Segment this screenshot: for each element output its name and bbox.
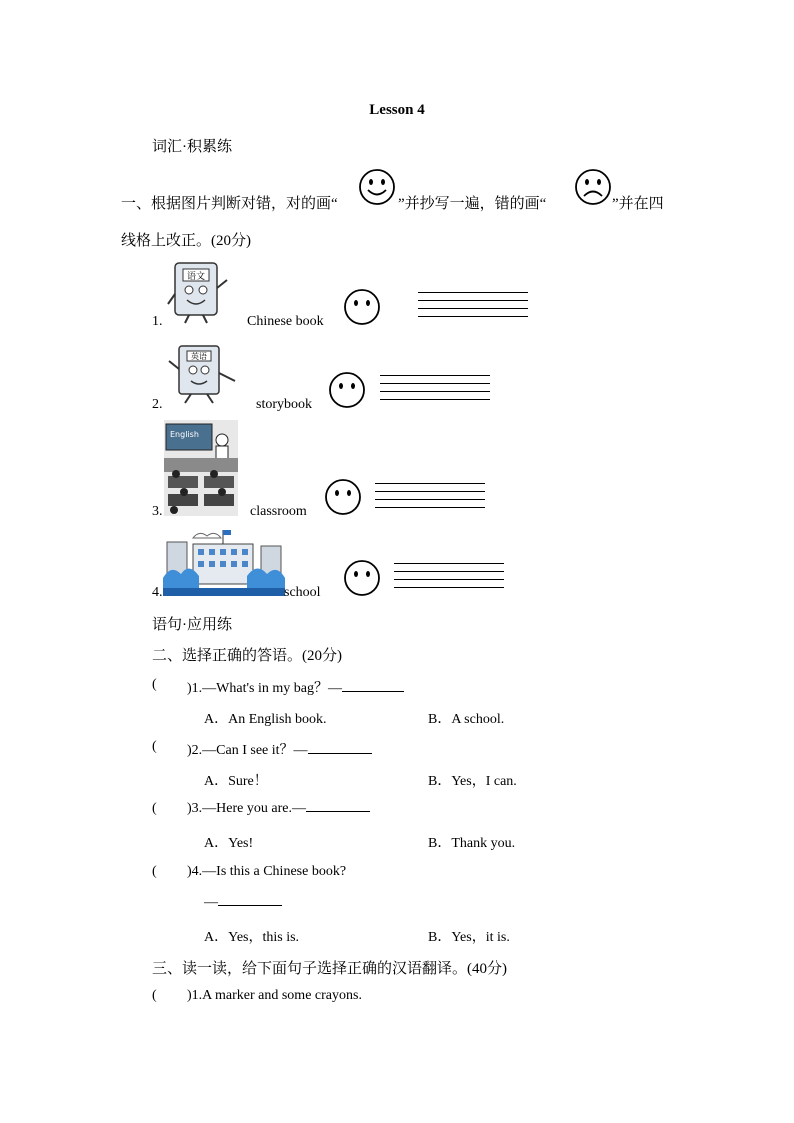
classroom-picture [164, 420, 238, 516]
instruction-seg-2: ”并抄写一遍，错的画“ [398, 196, 547, 212]
q2-2-option-b: B．Yes，I can. [428, 774, 517, 789]
q2-2-option-a: A．Sure！ [204, 774, 268, 789]
smiley-face-icon [358, 168, 396, 206]
section-heading-vocab: 词汇·积累练 [152, 139, 232, 155]
section-heading-sentences: 语句·应用练 [152, 617, 232, 633]
storybook-picture [165, 343, 239, 407]
page-title: Lesson 4 [369, 102, 425, 118]
q2-1-row [187, 677, 404, 697]
item-4-number: 4. [152, 585, 163, 600]
q2-3-option-b: B．Thank you. [428, 836, 516, 851]
q2-3-row [187, 801, 370, 817]
q2-3-paren: ( [152, 801, 157, 816]
q2-2-text: )2.—Can I see it？— [187, 743, 308, 758]
answer-blank[interactable] [342, 691, 404, 692]
item-1-number: 1. [152, 314, 163, 329]
item-2-number: 2. [152, 397, 163, 412]
q2-2-paren: ( [152, 739, 157, 754]
q2-4-answer-row [204, 895, 282, 911]
four-line-grid [375, 483, 485, 515]
four-line-grid [418, 292, 528, 324]
q3-1-text: )1.A marker and some crayons. [187, 988, 362, 1003]
q2-1-paren: ( [152, 677, 157, 692]
smiley-face-icon [324, 478, 362, 516]
answer-blank[interactable] [308, 753, 372, 754]
section-2-title: 二、选择正确的答语。(20分) [152, 648, 342, 664]
chinese-book-label: 语文 [186, 272, 206, 282]
item-2-word: storybook [256, 397, 312, 412]
smiley-face-icon [343, 559, 381, 597]
instruction-line-2: 线格上改正。(20分) [121, 233, 251, 249]
four-line-grid [394, 563, 504, 595]
four-line-grid [380, 375, 490, 407]
q2-4-text: )4.—Is this a Chinese book? [187, 864, 347, 879]
smiley-face-icon [343, 288, 381, 326]
item-4-word: school [284, 585, 321, 600]
smiley-face-icon [328, 371, 366, 409]
sad-face-icon [574, 168, 612, 206]
item-3-number: 3. [152, 504, 163, 519]
instruction-seg-1: 一、根据图片判断对错，对的画“ [121, 196, 338, 212]
q2-1-option-a: A．An English book. [204, 712, 327, 727]
q2-1-option-b: B．A school. [428, 712, 505, 727]
answer-blank[interactable] [306, 811, 370, 812]
q2-4-option-b: B．Yes，it is. [428, 930, 510, 945]
q2-3-text: )3.—Here you are.— [187, 801, 306, 816]
item-1-word: Chinese book [247, 314, 324, 329]
q2-4-dash: — [204, 895, 218, 910]
section-3-title: 三、读一读，给下面句子选择正确的汉语翻译。(40分) [152, 961, 507, 977]
answer-blank[interactable] [218, 905, 282, 906]
q2-4-option-a: A．Yes，this is. [204, 930, 300, 945]
q2-1-text: )1.—What's in my bag？— [187, 681, 342, 696]
q3-1-paren: ( [152, 988, 157, 1003]
instruction-seg-3: ”并在四 [612, 196, 664, 212]
chinese-book-picture [165, 260, 233, 326]
q2-3-option-a: A．Yes! [204, 836, 254, 851]
item-3-word: classroom [250, 504, 307, 519]
q2-4-paren: ( [152, 864, 157, 879]
school-picture [163, 528, 285, 598]
classroom-board-label: English [170, 430, 199, 439]
q2-2-row [187, 739, 372, 759]
storybook-label: 英语 [191, 352, 207, 361]
